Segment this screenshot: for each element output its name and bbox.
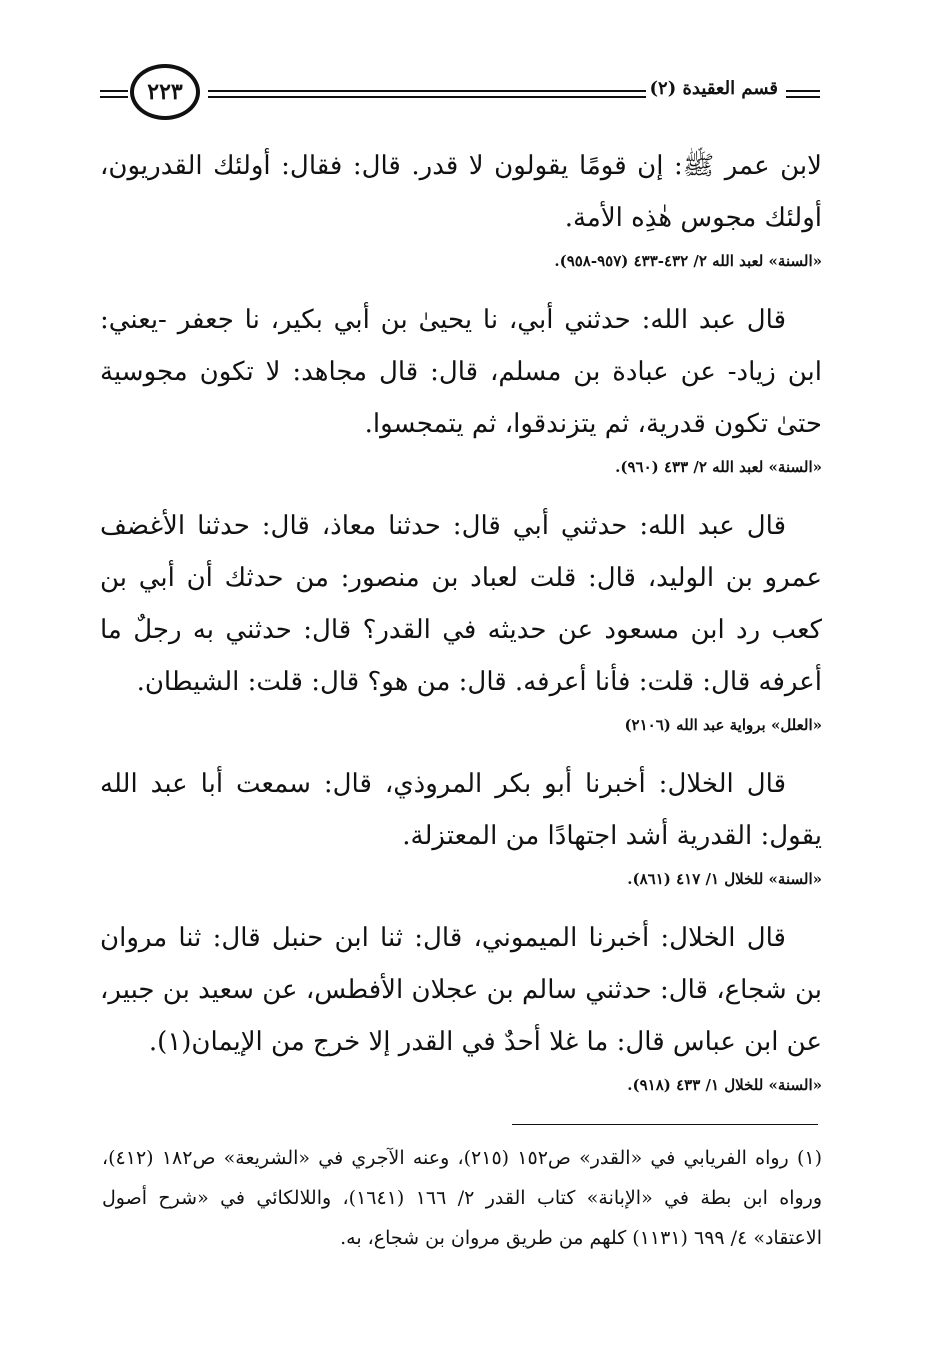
paragraph: قال عبد الله: حدثني أبي، نا يحيىٰ بن أبي بكير، نا جعفر -يعني: ابن زياد- عن عبادة بن مسلم، قال: قال مجاهد: لا تكون مجوسية حتىٰ تكون قدرية، ثم يتزندقوا، ثم يتمجسوا. [100, 305, 822, 439]
paragraph: قال الخلال: أخبرنا أبو بكر المروذي، قال: سمعت أبا عبد الله يقول: القدرية أشد اجتهادًا من المعتزلة. [100, 769, 822, 851]
page-body [100, 140, 822, 1118]
footnote-divider [512, 1124, 818, 1125]
page-number: ٢٢٣ [147, 79, 183, 105]
source-citation: «السنة» للخلال ١/ ٤٣٣ (٩١٨). [627, 1076, 822, 1094]
header-rule [100, 96, 128, 98]
page-number-badge [130, 64, 200, 120]
paragraph: لابن عمر ﷺ: إن قومًا يقولون لا قدر. قال: فقال: أولئك القدريون، أولئك مجوس هٰذِه الأمة. [100, 151, 822, 233]
paragraph: قال عبد الله: حدثني أبي قال: حدثنا معاذ، قال: حدثنا الأغضف عمرو بن الوليد، قال: قلت لعباد بن منصور: من حدثك أن أبي بن كعب رد ابن مسعود عن حديثه في القدر؟ قال: حدثني به رجلٌ ما أعرفه قال: قلت: فأنا أعرفه. قال: من هو؟ قال: قلت: الشيطان. [100, 511, 822, 697]
header-rule [786, 96, 820, 98]
source-citation: «السنة» للخلال ١/ ٤١٧ (٨٦١). [627, 870, 822, 888]
header-rule [786, 90, 820, 92]
header-rule [100, 90, 128, 92]
footnote: (١) رواه الفريابي في «القدر» ص١٥٢ (٢١٥)، وعنه الآجري في «الشريعة» ص١٨٢ (٤١٢)، ورواه ابن بطة في «الإبانة» كتاب القدر ٢/ ١٦٦ (١٦٤١)، واللالكائي في «شرح أصول الاعتقاد» ٤/ ٦٩٩ (١١٣١) كلهم من طريق مروان بن شجاع، به. [102, 1147, 823, 1249]
section-title: قسم العقيدة (٢) [646, 78, 782, 99]
header-rule [208, 90, 713, 92]
source-citation: «السنة» لعبد الله ٢/ ٤٣٢-٤٣٣ (٩٥٧-٩٥٨). [554, 252, 822, 270]
page-header [100, 64, 820, 124]
header-rule [208, 96, 713, 98]
source-citation: «السنة» لعبد الله ٢/ ٤٣٣ (٩٦٠). [615, 458, 822, 476]
paragraph: قال الخلال: أخبرنا الميموني، قال: ثنا ابن حنبل قال: ثنا مروان بن شجاع، قال: حدثني سالم بن عجلان الأفطس، عن سعيد بن جبير، عن ابن عباس قال: ما غلا أحدٌ في القدر إلا خرج من الإيمان(١). [100, 923, 822, 1057]
source-citation: «العلل» برواية عبد الله (٢١٠٦) [624, 716, 822, 734]
